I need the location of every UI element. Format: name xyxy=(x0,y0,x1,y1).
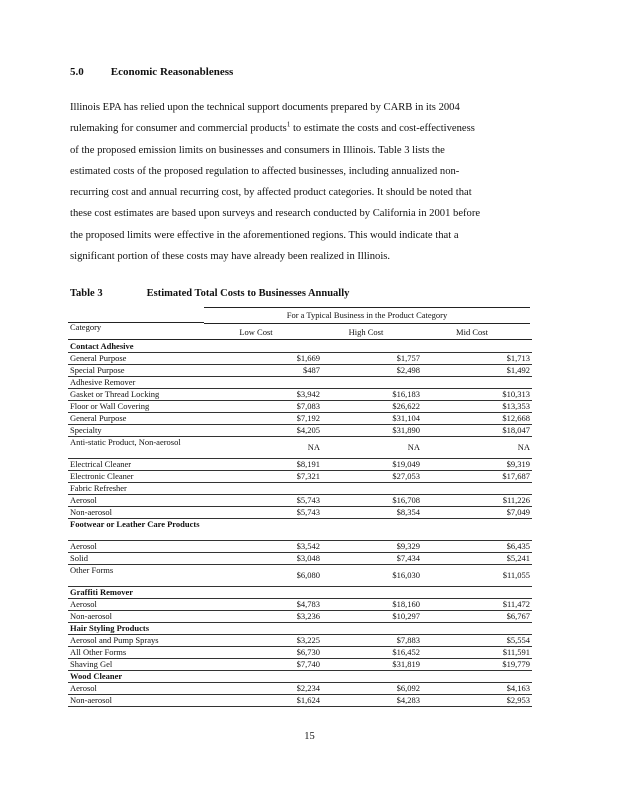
mid-cost-cell: $4,163 xyxy=(506,683,530,693)
high-cost-cell: $27,053 xyxy=(392,471,420,481)
category-cell: Non-aerosol xyxy=(70,695,113,705)
category-heading: Graffiti Remover xyxy=(70,587,134,597)
footnote-marker: 1 xyxy=(286,120,291,129)
low-cost-cell: $5,743 xyxy=(296,495,320,505)
mid-cost-cell: $2,953 xyxy=(506,695,530,705)
table-row xyxy=(68,437,532,459)
category-heading: Contact Adhesive xyxy=(70,341,134,351)
table-row xyxy=(68,471,532,483)
mid-cost-cell: $17,687 xyxy=(502,471,530,481)
category-cell: All Other Forms xyxy=(70,647,127,657)
mid-cost-cell: $11,226 xyxy=(502,495,530,505)
mid-cost-cell: $13,353 xyxy=(502,401,530,411)
table-row xyxy=(68,611,532,623)
mid-cost-cell: $18,047 xyxy=(502,425,530,435)
high-cost-cell: $16,183 xyxy=(392,389,420,399)
mid-cost-cell: $6,767 xyxy=(506,611,530,621)
high-cost-cell: $9,329 xyxy=(396,541,420,551)
mid-cost-cell: $6,435 xyxy=(506,541,530,551)
mid-cost-cell: $7,049 xyxy=(506,507,530,517)
low-cost-cell: $2,234 xyxy=(296,683,320,693)
table-row xyxy=(68,495,532,507)
table-row xyxy=(68,507,532,519)
low-cost-cell: $487 xyxy=(303,365,320,375)
mid-cost-cell: $10,313 xyxy=(502,389,530,399)
category-cell: Solid xyxy=(70,553,88,563)
paragraph-line: of the proposed emission limits on businesses and consumers in Illinois. Table 3 lists the xyxy=(70,144,445,156)
section-number: 5.0 xyxy=(70,66,84,78)
table-row xyxy=(68,353,532,365)
low-cost-cell: $3,225 xyxy=(296,635,320,645)
category-cell: Specialty xyxy=(70,425,102,435)
category-cell: Special Purpose xyxy=(70,365,125,375)
high-cost-cell: $6,092 xyxy=(396,683,420,693)
table-row xyxy=(68,389,532,401)
table-row xyxy=(68,565,532,587)
table-row xyxy=(68,599,532,611)
low-cost-cell: $7,740 xyxy=(296,659,320,669)
table-title: Estimated Total Costs to Businesses Annually xyxy=(146,288,350,299)
high-cost-cell: $16,708 xyxy=(392,495,420,505)
table-caption xyxy=(70,288,349,299)
table-row xyxy=(68,671,532,683)
table-row xyxy=(68,401,532,413)
category-cell: General Purpose xyxy=(70,353,127,363)
paragraph-text: rulemaking for consumer and commercial products xyxy=(70,123,287,135)
category-cell: Non-aerosol xyxy=(70,611,113,621)
high-cost-cell: $26,622 xyxy=(392,401,420,411)
high-cost-cell: $8,354 xyxy=(396,507,420,517)
paragraph-line: these cost estimates are based upon surveys and research conducted by California in 2001 before xyxy=(70,208,481,220)
category-cell: Other Forms xyxy=(70,565,114,575)
high-cost-cell: $16,452 xyxy=(392,647,420,657)
high-cost-cell: $31,104 xyxy=(392,413,420,423)
category-cell: Shaving Gel xyxy=(70,659,113,669)
category-cell: Floor or Wall Covering xyxy=(70,401,150,411)
mid-cost-cell: $11,472 xyxy=(502,599,530,609)
category-cell: General Purpose xyxy=(70,413,127,423)
category-cell: Aerosol xyxy=(70,599,97,609)
low-cost-cell: $4,783 xyxy=(296,599,320,609)
high-cost-cell: $10,297 xyxy=(392,611,420,621)
mid-cost-cell: $1,713 xyxy=(506,353,530,363)
paragraph-line: the proposed limits were effective in the aforementioned regions. This would indicate that a xyxy=(70,229,459,241)
table-row xyxy=(68,519,532,541)
high-cost-cell: $31,890 xyxy=(392,425,420,435)
mid-cost-cell: $11,591 xyxy=(502,647,530,657)
table-row xyxy=(68,341,532,353)
category-cell: Aerosol and Pump Sprays xyxy=(70,635,159,645)
paragraph-line: recurring cost and annual recurring cost, by affected product categories. It should be noted that xyxy=(70,187,472,199)
low-cost-cell: $1,624 xyxy=(296,695,320,705)
category-cell: Adhesive Remover xyxy=(70,377,136,387)
category-cell: Gasket or Thread Locking xyxy=(70,389,160,399)
high-cost-cell: NA xyxy=(407,442,420,452)
mid-cost-cell: $9,319 xyxy=(506,459,530,469)
low-cost-cell: $7,192 xyxy=(296,413,320,423)
header-rule xyxy=(68,339,532,340)
low-cost-cell: $5,743 xyxy=(296,507,320,517)
section-heading xyxy=(70,66,233,78)
high-cost-cell: $4,283 xyxy=(396,695,420,705)
category-cell: Electrical Cleaner xyxy=(70,459,132,469)
mid-cost-cell: $5,241 xyxy=(506,553,530,563)
low-cost-cell: $3,942 xyxy=(296,389,320,399)
paragraph-line: Illinois EPA has relied upon the technical support documents prepared by CARB in its 2004 xyxy=(70,102,460,113)
page-number: 15 xyxy=(304,731,315,742)
low-cost-cell: NA xyxy=(307,442,320,452)
category-cell: Anti-static Product, Non-aerosol xyxy=(70,437,181,447)
table-row xyxy=(68,425,532,437)
category-cell: Electronic Cleaner xyxy=(70,471,134,481)
category-cell: Aerosol xyxy=(70,683,97,693)
category-heading: Wood Cleaner xyxy=(70,671,123,681)
low-cost-cell: $8,191 xyxy=(296,459,320,469)
category-cell: Aerosol xyxy=(70,541,97,551)
category-heading: Footwear or Leather Care Products xyxy=(70,519,200,529)
high-cost-cell: $31,819 xyxy=(392,659,420,669)
category-cell: Aerosol xyxy=(70,495,97,505)
low-cost-cell: $6,730 xyxy=(296,647,320,657)
high-cost-cell: $2,498 xyxy=(396,365,420,375)
category-heading: Hair Styling Products xyxy=(70,623,150,633)
table-row xyxy=(68,623,532,635)
table-row xyxy=(68,377,532,389)
mid-cost-cell: $19,779 xyxy=(502,659,530,669)
paragraph-line xyxy=(70,118,548,139)
table-row xyxy=(68,413,532,425)
table-row xyxy=(68,683,532,695)
table-row xyxy=(68,553,532,565)
group-header-label: For a Typical Business in the Product Category xyxy=(286,310,448,320)
high-cost-cell: $1,757 xyxy=(396,353,420,363)
table-row xyxy=(68,459,532,471)
high-cost-cell: $7,434 xyxy=(396,553,420,563)
group-header xyxy=(204,307,530,324)
mid-cost-cell: $5,554 xyxy=(506,635,530,645)
table-row xyxy=(68,695,532,707)
table-row xyxy=(68,647,532,659)
table-row xyxy=(68,635,532,647)
table-row xyxy=(68,365,532,377)
section-title: Economic Reasonableness xyxy=(110,66,234,78)
category-cell: Non-aerosol xyxy=(70,507,113,517)
mid-cost-cell: $11,055 xyxy=(502,570,530,580)
category-cell: Fabric Refresher xyxy=(70,483,127,493)
low-cost-cell: $3,048 xyxy=(296,553,320,563)
mid-cost-cell: NA xyxy=(517,442,530,452)
mid-cost-cell: $1,492 xyxy=(506,365,530,375)
high-cost-cell: $16,030 xyxy=(392,570,420,580)
low-cost-cell: $4,205 xyxy=(296,425,320,435)
paragraph-line: estimated costs of the proposed regulation to affected businesses, including annualized non- xyxy=(70,165,460,177)
high-cost-cell: $19,049 xyxy=(392,459,420,469)
body-paragraph xyxy=(70,97,548,267)
column-header-high: High Cost xyxy=(348,327,384,337)
table-row xyxy=(68,483,532,495)
low-cost-cell: $7,321 xyxy=(296,471,320,481)
paragraph-text: to estimate the costs and cost-effectiveness xyxy=(292,123,475,135)
high-cost-cell: $7,883 xyxy=(396,635,420,645)
column-header-mid: Mid Cost xyxy=(456,327,488,337)
low-cost-cell: $6,080 xyxy=(296,570,320,580)
high-cost-cell: $18,160 xyxy=(392,599,420,609)
table-row xyxy=(68,659,532,671)
mid-cost-cell: $12,668 xyxy=(502,413,530,423)
column-header-low: Low Cost xyxy=(239,327,273,337)
table-row xyxy=(68,587,532,599)
low-cost-cell: $1,669 xyxy=(296,353,320,363)
table-row xyxy=(68,541,532,553)
low-cost-cell: $3,542 xyxy=(296,541,320,551)
paragraph-line: significant portion of these costs may have already been realized in Illinois. xyxy=(70,251,391,263)
table-label: Table 3 xyxy=(70,288,103,299)
low-cost-cell: $7,083 xyxy=(296,401,320,411)
column-header-category: Category xyxy=(70,322,102,332)
low-cost-cell: $3,236 xyxy=(296,611,320,621)
